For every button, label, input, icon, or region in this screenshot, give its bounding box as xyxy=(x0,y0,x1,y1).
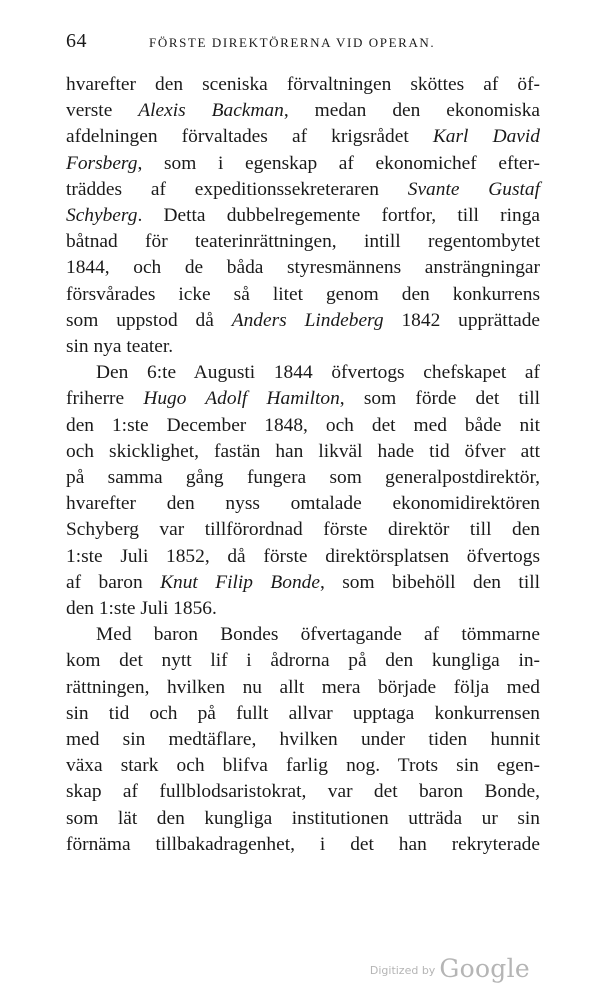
text-line xyxy=(66,72,540,98)
text-run: sin nya teater. xyxy=(66,336,174,358)
text-run: den 1:ste Juli 1856. xyxy=(66,598,217,620)
text-run: , som förde det till xyxy=(339,388,540,410)
text-run: träddes af expeditionssekreteraren xyxy=(66,178,408,200)
text-line xyxy=(66,177,540,203)
text-run: skap af fullblodsaristokrat, var det baron Bonde, xyxy=(66,781,540,803)
text-run: som uppstod då xyxy=(66,309,232,331)
text-run: försvårades icke så litet genom den konkurrens xyxy=(66,283,540,305)
text-run: . Detta dubbelregemente fortfor, till ringa xyxy=(137,205,540,227)
text-line xyxy=(66,806,540,832)
text-line xyxy=(66,151,540,177)
italic-name: Knut Filip Bonde xyxy=(160,571,320,593)
text-run: Med baron Bondes öfvertagande af tömmarne xyxy=(96,624,540,646)
text-line xyxy=(66,596,540,622)
text-run: växa stark och blifva farlig nog. Trots sin egen- xyxy=(66,755,540,777)
body-text xyxy=(66,72,540,858)
text-line xyxy=(66,386,540,412)
italic-name: Hugo Adolf Hamilton xyxy=(143,388,340,410)
text-line xyxy=(66,413,540,439)
text-run: Schyberg var tillförordnad förste direktör till den xyxy=(66,519,540,541)
text-line xyxy=(66,491,540,517)
text-line xyxy=(66,622,540,648)
text-run: på samma gång fungera som generalpostdirektör, xyxy=(66,467,540,489)
text-line xyxy=(66,570,540,596)
text-run: med sin medtäflare, hvilken under tiden hunnit xyxy=(66,729,540,751)
italic-name: Schyberg xyxy=(66,205,138,227)
paragraph xyxy=(66,360,540,622)
text-line xyxy=(66,360,540,386)
text-run: båtnad för teaterinrättningen, intill regentombytet xyxy=(66,231,540,253)
page-header xyxy=(66,30,556,54)
text-line xyxy=(66,203,540,229)
running-title: FÖRSTE DIREKTÖRERNA VID OPERAN. xyxy=(149,35,436,50)
italic-name: Anders Lindeberg xyxy=(231,309,384,331)
text-run: verste xyxy=(66,100,139,122)
text-run: som lät den kungliga institutionen utträda ur sin xyxy=(66,807,540,829)
text-line xyxy=(66,544,540,570)
text-run: af baron xyxy=(66,571,161,593)
text-run: friherre xyxy=(66,388,144,410)
paragraph xyxy=(66,622,540,858)
text-run: rättningen, hvilken nu allt mera började följa med xyxy=(66,676,540,698)
page-number: 64 xyxy=(66,30,87,52)
text-line xyxy=(66,517,540,543)
text-line xyxy=(66,465,540,491)
text-line xyxy=(66,98,540,124)
text-run: , medan den ekonomiska xyxy=(283,100,541,122)
text-run: , som i egenskap af ekonomichef efter- xyxy=(137,152,540,174)
text-run: hvarefter den nyss omtalade ekonomidirektören xyxy=(66,493,540,515)
text-line xyxy=(66,124,540,150)
italic-name: Svante Gustaf xyxy=(407,178,541,200)
text-line xyxy=(66,727,540,753)
text-line xyxy=(66,334,540,360)
text-run: 1844, och de båda styresmännens ansträngningar xyxy=(66,257,540,279)
text-run: den 1:ste December 1848, och det med både nit xyxy=(66,414,540,436)
text-run: förnäma tillbakadragenhet, i det han rekryterade xyxy=(66,833,540,855)
italic-name: Karl David xyxy=(432,126,540,148)
text-run: och skicklighet, fastän han likväl hade tid öfver att xyxy=(66,440,540,462)
text-run: sin tid och på fullt allvar upptaga konkurrensen xyxy=(66,702,540,724)
text-run: Den 6:te Augusti 1844 öfvertogs chefskapet af xyxy=(96,362,540,384)
text-run: kom det nytt lif i ådrorna på den kungliga in- xyxy=(66,650,540,672)
italic-name: Forsberg xyxy=(66,152,138,174)
digitized-by-label: Digitized by xyxy=(369,964,436,977)
text-run: hvarefter den sceniska förvaltningen sköttes af öf- xyxy=(66,74,540,95)
text-line xyxy=(66,648,540,674)
digitized-by-google-watermark xyxy=(370,954,530,983)
text-run: afdelningen förvaltades af krigsrådet xyxy=(66,126,433,148)
text-run: 1:ste Juli 1852, då förste direktörsplatsen öfvertogs xyxy=(66,545,540,567)
text-line xyxy=(66,282,540,308)
italic-name: Alexis Backman xyxy=(138,100,284,122)
text-line xyxy=(66,779,540,805)
text-line xyxy=(66,701,540,727)
text-line xyxy=(66,439,540,465)
google-wordmark: Google xyxy=(439,954,530,983)
text-line xyxy=(66,753,540,779)
text-line xyxy=(66,229,540,255)
text-run: , som bibehöll den till xyxy=(319,571,540,593)
text-line xyxy=(66,308,540,334)
text-run: 1842 upprättade xyxy=(383,309,540,331)
text-line xyxy=(66,832,540,858)
paragraph xyxy=(66,72,540,360)
text-line xyxy=(66,675,540,701)
text-line xyxy=(66,255,540,281)
